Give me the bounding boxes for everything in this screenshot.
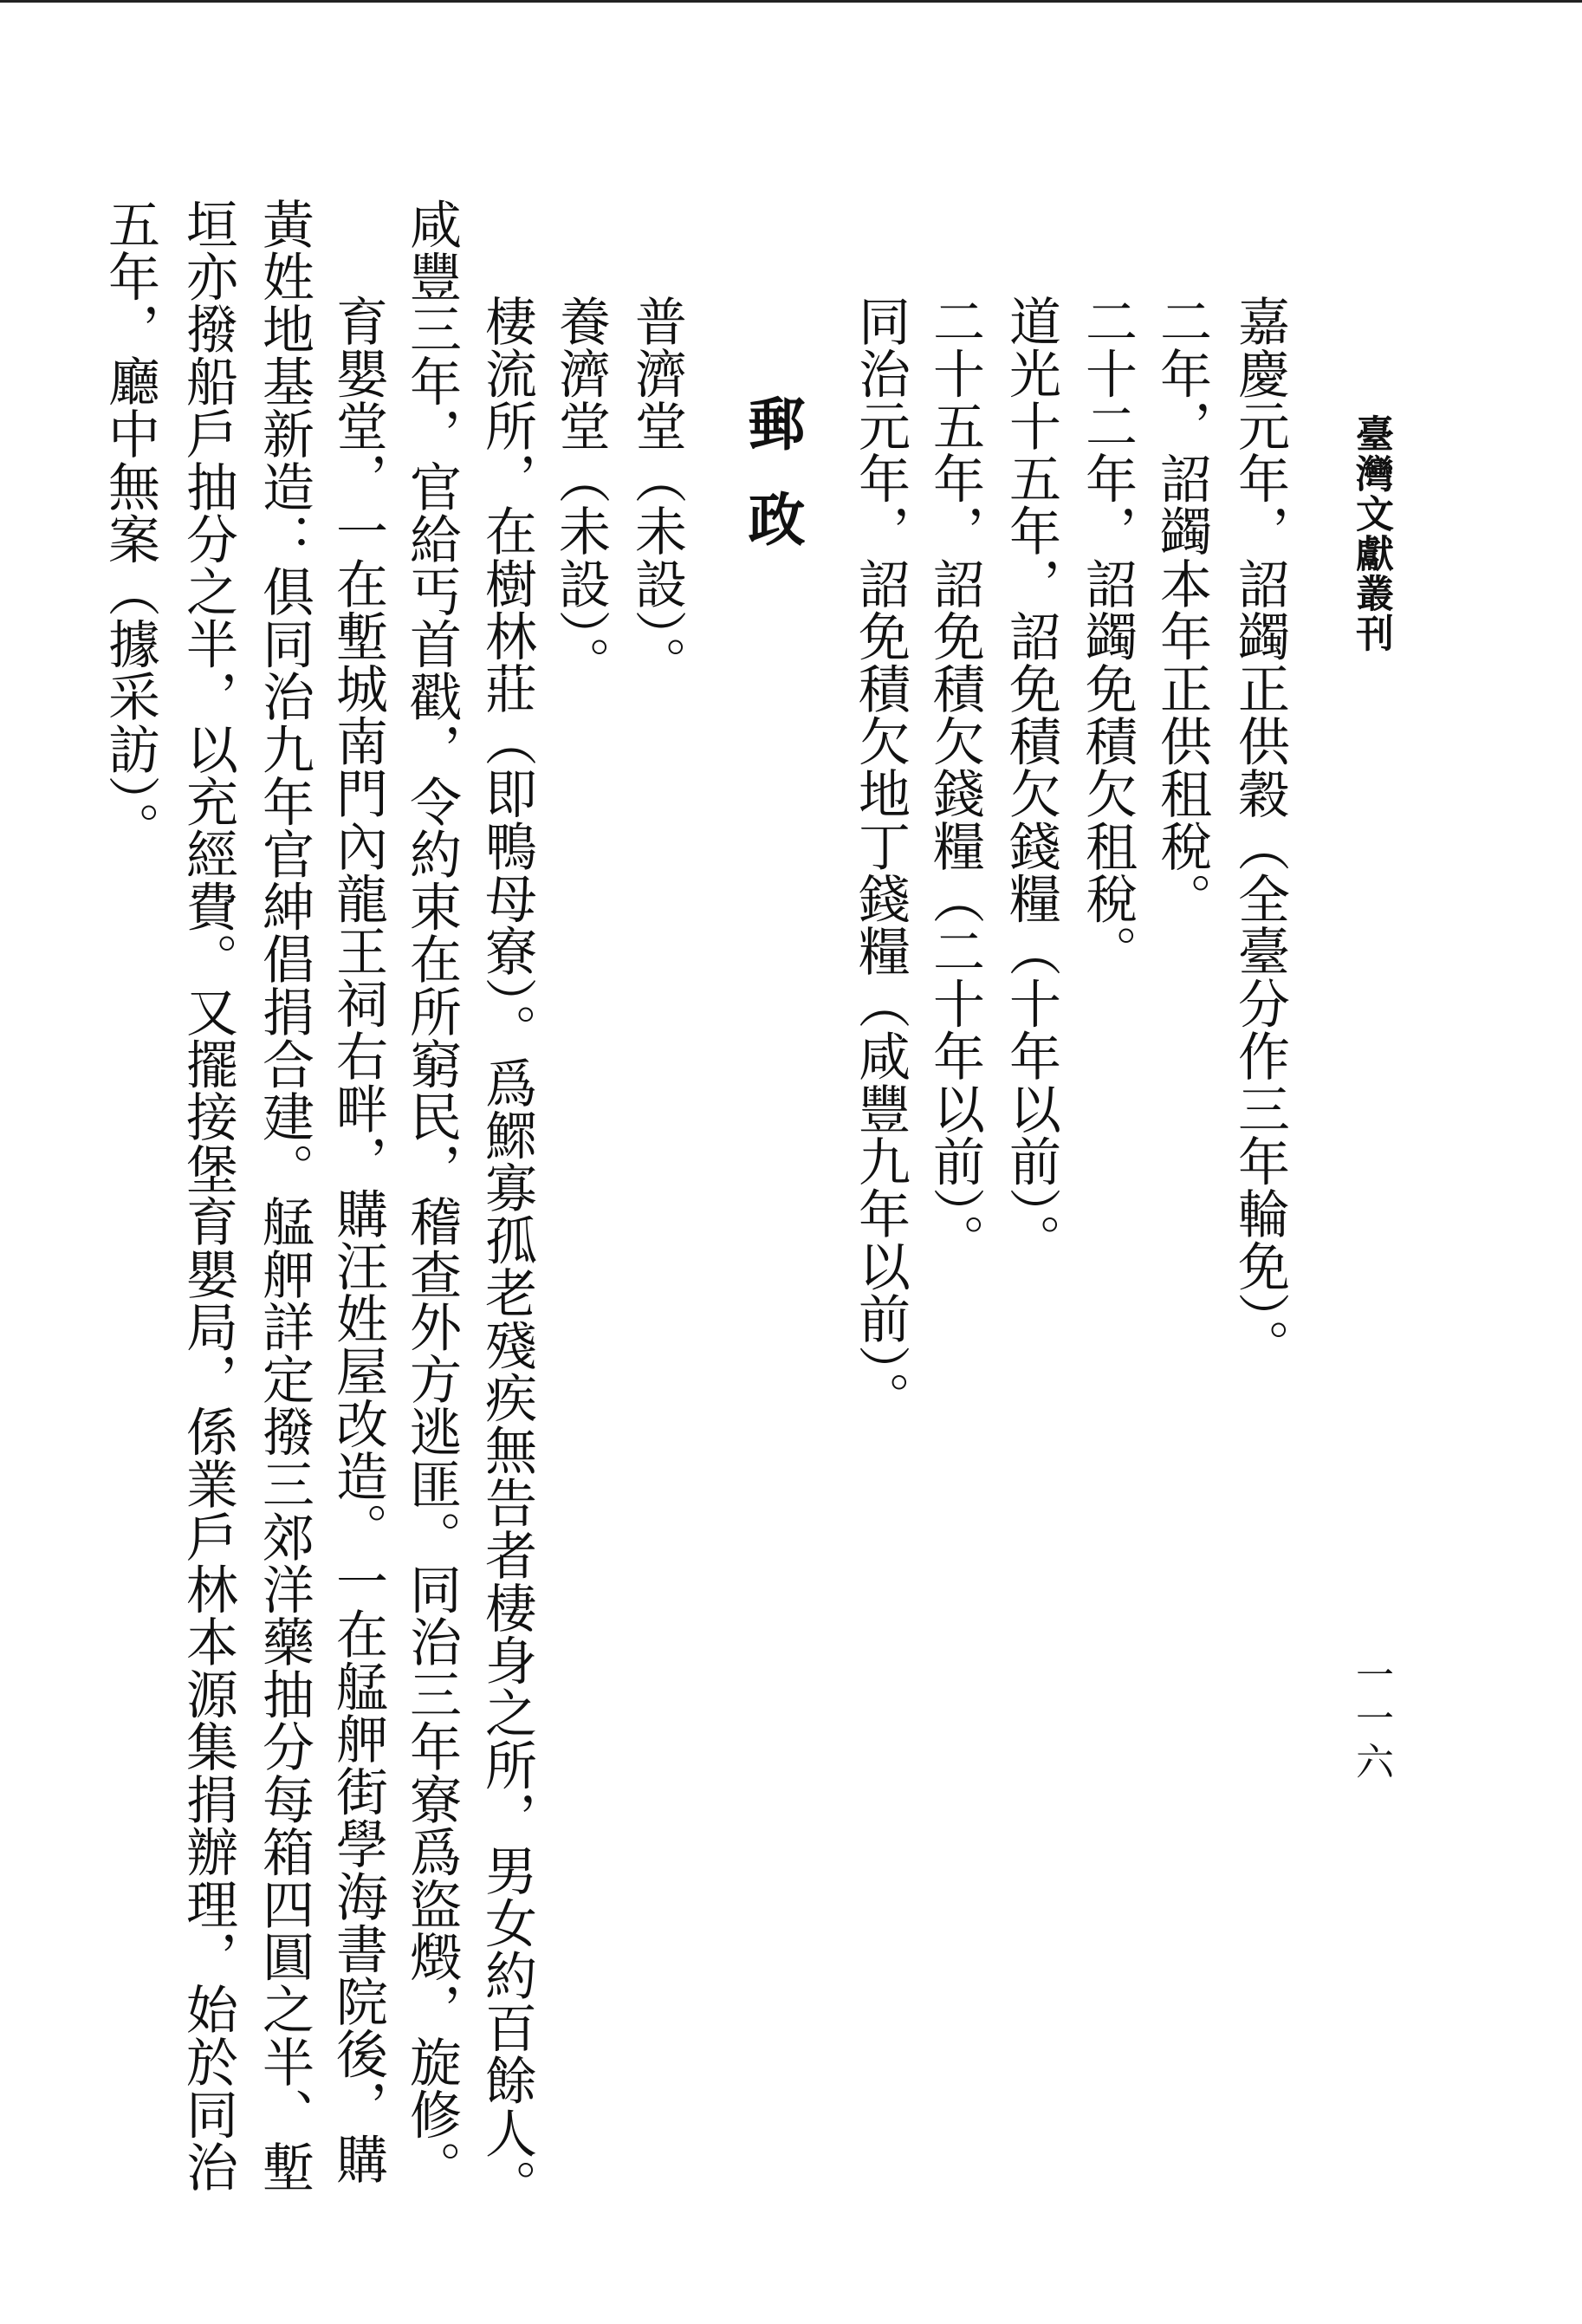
text-line-1: 嘉慶元年，詔蠲正供穀（全臺分作三年輪免）。 [1229,295,1290,1372]
text-line-5: 二十五年，詔免積欠錢糧（二十年以前）。 [924,295,985,1267]
section-line-8: 五年，廳中無案（據采訪）。 [100,198,160,854]
section-heading: 郵政 [738,394,806,585]
section-line-7: 垣亦撥船戶抽分之半，以充經費。又擺接堡育嬰局，係業戶林本源集捐辦理，始於同治 [178,198,238,2193]
text-line-2: 二年，詔蠲本年正供租稅。 [1151,295,1212,925]
section-line-2: 養濟堂（未設）。 [550,295,611,689]
section-line-5: 育嬰堂，一在塹城南門內龍王祠右畔，購汪姓屋改造。一在艋舺街學海書院後，購 [327,295,388,2185]
running-header-title: 臺灣文獻叢刊 [1349,414,1393,653]
text-line-4: 道光十五年，詔免積欠錢糧（十年以前）。 [1001,295,1061,1267]
section-line-4: 咸豐三年，官給丐首戳，令約束在所窮民，稽查外方逃匪。同治三年寮爲盜燬，旋修。 [401,198,462,2193]
scan-top-border [0,0,1582,3]
text-line-6: 同治元年，詔免積欠地丁錢糧（咸豐九年以前）。 [850,295,911,1425]
page-number: 一一六 [1349,1655,1393,1785]
section-line-3: 棲流所，在樹林莊（即鴨母寮）。爲鰥寡孤老殘疾無告者棲身之所，男女約百餘人。 [477,295,537,2212]
text-line-3: 二十二年，詔蠲免積欠租稅。 [1077,295,1138,977]
section-line-1: 普濟堂（未設）。 [626,295,687,689]
section-line-6: 黃姓地基新造：俱同治九年官紳倡捐合建。艋舺詳定撥三郊洋藥抽分每箱四圓之半、塹 [254,198,314,2193]
